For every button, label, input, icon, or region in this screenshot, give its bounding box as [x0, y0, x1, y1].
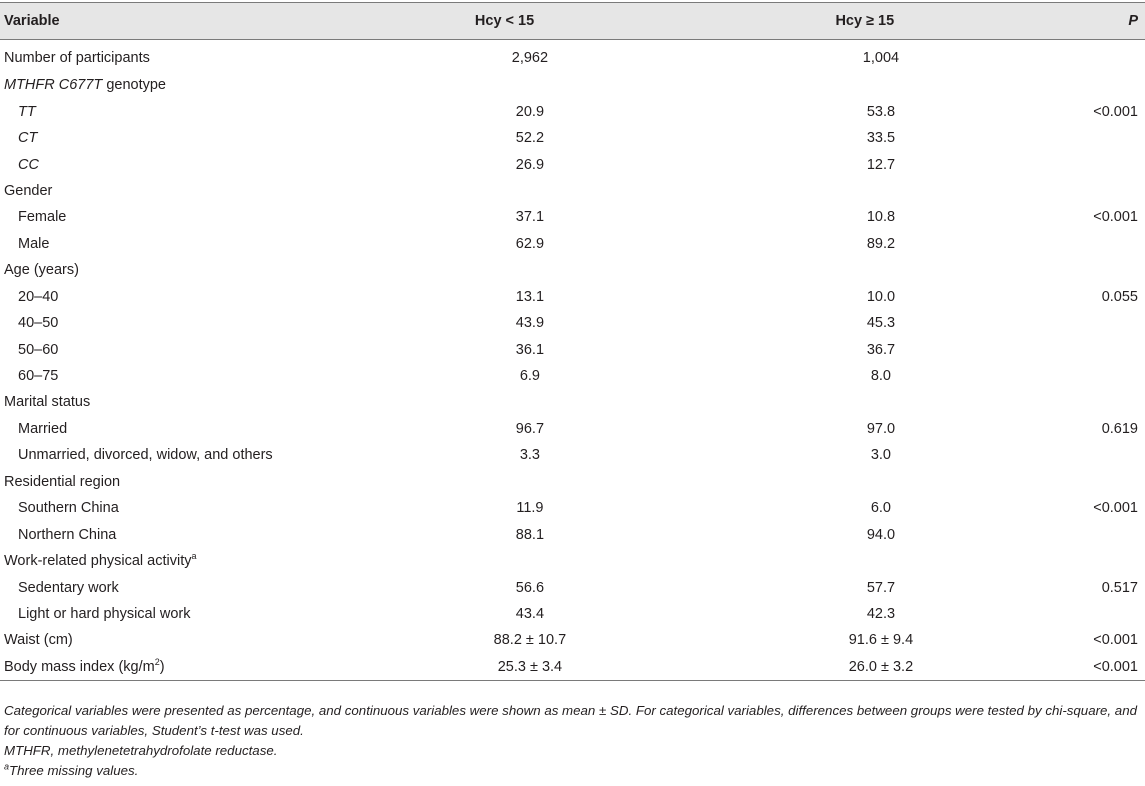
row-label: 40–50: [18, 315, 59, 332]
cell-p: <0.001: [1093, 209, 1138, 226]
row-label: [0, 548, 365, 574]
cell-hcy-high: 1,004: [862, 50, 900, 66]
cell-hcy-low: 36.1: [515, 341, 545, 358]
table-row: [0, 442, 1145, 468]
row-label: Married: [18, 420, 68, 437]
row-label: CT: [18, 130, 38, 147]
table-row: [0, 72, 1145, 98]
footnote-marker: a: [191, 551, 197, 562]
cell-hcy-low: 96.7: [515, 420, 545, 437]
row-label: 50–60: [18, 341, 59, 358]
row-label: Female: [18, 209, 67, 226]
cell-hcy-high: 26.0 ± 3.2: [848, 658, 914, 675]
cell-p: <0.001: [1093, 500, 1138, 517]
row-label: [0, 654, 365, 681]
cell-hcy-high: 94.0: [866, 526, 896, 543]
cell-p: [1093, 548, 1145, 574]
footnote-text: Three missing values.: [9, 763, 139, 778]
cell-hcy-high: 10.8: [866, 209, 896, 226]
cell-p: [1093, 601, 1145, 627]
cell-hcy-high: 12.7: [866, 156, 896, 173]
cell-p: [1093, 310, 1145, 336]
row-label: Sedentary work: [18, 579, 119, 596]
table-row: [0, 574, 1145, 600]
cell-p: 0.619: [1101, 420, 1138, 437]
row-label: Gender: [4, 182, 53, 199]
header-variable: Variable: [0, 3, 365, 40]
table-row: [0, 151, 1145, 177]
table-row: [0, 336, 1145, 362]
cell-p: <0.001: [1093, 103, 1138, 120]
table-row: [0, 469, 1145, 495]
cell-p: [1093, 151, 1145, 177]
table-row: [0, 231, 1145, 257]
header-row: [0, 3, 1145, 40]
cell-hcy-low: 37.1: [515, 209, 545, 226]
cell-hcy-low: 88.2 ± 10.7: [493, 632, 567, 649]
row-label: CC: [18, 156, 39, 173]
row-label-after: ): [159, 658, 165, 675]
cell-hcy-high: 10.0: [866, 288, 896, 305]
table-row: [0, 363, 1145, 389]
cell-p: [1093, 363, 1145, 389]
cell-p: <0.001: [1093, 654, 1145, 681]
row-label: Unmarried, divorced, widow, and others: [18, 447, 273, 464]
cell-hcy-low: 88.1: [515, 526, 545, 543]
table-row: [0, 654, 1145, 681]
table-row: [0, 257, 1145, 283]
row-label: Southern China: [18, 500, 119, 517]
table-row: [0, 601, 1145, 627]
cell-hcy-low: 62.9: [515, 235, 545, 252]
row-label: 20–40: [18, 288, 59, 305]
cell-hcy-low: 56.6: [515, 579, 545, 596]
row-label: Age (years): [4, 262, 79, 279]
row-label: Number of participants: [4, 50, 150, 66]
row-label: Northern China: [18, 526, 117, 543]
header-p: P: [1093, 3, 1145, 40]
cell-hcy-low: 11.9: [516, 500, 544, 517]
cell-p: [1093, 125, 1145, 151]
cell-p: <0.001: [1093, 632, 1138, 649]
table-row: [0, 310, 1145, 336]
table-row: [0, 284, 1145, 310]
cell-p: [1093, 231, 1145, 257]
cell-p: [1093, 336, 1145, 362]
cell-p: [1093, 469, 1145, 495]
cell-hcy-high: 91.6 ± 9.4: [848, 632, 914, 649]
cell-hcy-low: 43.9: [515, 315, 545, 332]
cell-hcy-low: 20.9: [515, 103, 545, 120]
cell-hcy-low: 2,962: [511, 50, 549, 66]
cell-p: [1093, 389, 1145, 415]
header-hcy-low: Hcy < 15: [365, 3, 794, 40]
cell-hcy-low: 3.3: [519, 447, 540, 464]
row-label: Residential region: [4, 473, 121, 490]
row-label: Marital status: [4, 394, 91, 411]
row-label: Waist (cm): [4, 632, 73, 649]
table-row: [0, 416, 1145, 442]
cell-hcy-high: 57.7: [866, 579, 896, 596]
cell-hcy-low: 52.2: [515, 130, 545, 147]
cell-hcy-high: 33.5: [866, 130, 896, 147]
cell-p: [1093, 40, 1145, 73]
row-label: [0, 72, 365, 98]
cell-hcy-high: 3.0: [870, 447, 892, 464]
row-label: 60–75: [18, 368, 59, 385]
cell-hcy-low: 43.4: [515, 605, 545, 622]
table-row: [0, 40, 1145, 73]
table-row: [0, 627, 1145, 653]
table-row: [0, 548, 1145, 574]
table-row: [0, 204, 1145, 230]
note-abbreviation: MTHFR, methylenetetrahydrofolate reductase.: [4, 743, 278, 758]
row-label-text: Body mass index (kg/m: [4, 658, 155, 675]
cell-hcy-low: 26.9: [515, 156, 545, 173]
cell-p: [1093, 257, 1145, 283]
row-label: TT: [18, 103, 36, 120]
superscript: 2: [154, 657, 160, 668]
cell-hcy-high: 45.3: [866, 315, 896, 332]
cell-hcy-low: 25.3 ± 3.4: [497, 658, 563, 675]
cell-p: 0.055: [1101, 288, 1138, 305]
table-row: [0, 521, 1145, 547]
data-table: [0, 2, 1145, 681]
cell-hcy-high: 6.0: [870, 500, 892, 517]
note-methods: Categorical variables were presented as percentage, and continuous variables were shown as mean ± SD. For categorical variables, differences between groups were tested by chi-square, and for continuous variables, Student’s t-test was used.: [4, 703, 1137, 738]
cell-p: [1093, 442, 1145, 468]
table-row: [0, 98, 1145, 124]
cell-hcy-high: 8.0: [870, 368, 892, 385]
cell-p: [1093, 72, 1145, 98]
cell-hcy-high: 97.0: [866, 420, 896, 437]
table-row: [0, 178, 1145, 204]
cell-p: [1093, 178, 1145, 204]
table-row: [0, 389, 1145, 415]
cell-p: [1093, 521, 1145, 547]
cell-hcy-low: 13.1: [515, 288, 545, 305]
cell-hcy-high: 36.7: [866, 341, 896, 358]
row-label-italic: MTHFR C677T: [4, 77, 103, 94]
table-row: [0, 125, 1145, 151]
cell-hcy-high: 42.3: [866, 605, 896, 622]
row-label-text: Work-related physical activity: [4, 553, 192, 570]
cell-hcy-low: 6.9: [519, 368, 540, 385]
cell-hcy-high: 89.2: [866, 235, 896, 252]
table-row: [0, 495, 1145, 521]
cell-hcy-high: 53.8: [866, 103, 896, 120]
row-label: Light or hard physical work: [18, 605, 191, 622]
note-footnote: [4, 761, 1141, 781]
footnote-marker: a: [4, 761, 10, 772]
row-label-suffix: genotype: [102, 77, 166, 94]
cell-p: 0.517: [1101, 579, 1138, 596]
row-label: Male: [18, 235, 50, 252]
table-notes: [4, 701, 1141, 781]
header-hcy-high: Hcy ≥ 15: [793, 3, 1093, 40]
